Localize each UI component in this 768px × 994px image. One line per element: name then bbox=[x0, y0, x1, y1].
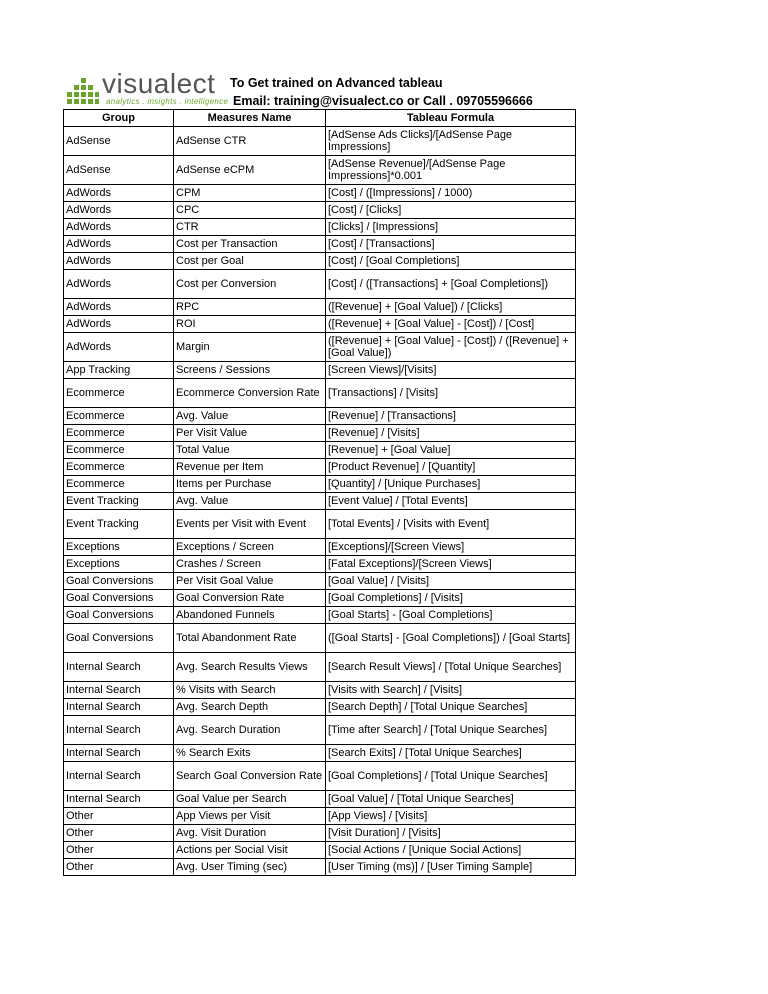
cell-measure: Goal Conversion Rate bbox=[174, 590, 326, 607]
tableau-formula-table bbox=[63, 109, 576, 876]
cell-measure: Total Abandonment Rate bbox=[174, 624, 326, 653]
table-row bbox=[64, 808, 576, 825]
cell-group: AdWords bbox=[64, 316, 174, 333]
cell-group: AdWords bbox=[64, 219, 174, 236]
cell-formula: [Product Revenue] / [Quantity] bbox=[326, 459, 576, 476]
cell-formula: [Clicks] / [Impressions] bbox=[326, 219, 576, 236]
table-row bbox=[64, 842, 576, 859]
cell-formula: [User Timing (ms)] / [User Timing Sample] bbox=[326, 859, 576, 876]
cell-formula: [Goal Value] / [Total Unique Searches] bbox=[326, 791, 576, 808]
cell-formula: [Search Depth] / [Total Unique Searches] bbox=[326, 699, 576, 716]
table-row bbox=[64, 299, 576, 316]
cell-formula: [Goal Starts] - [Goal Completions] bbox=[326, 607, 576, 624]
cell-group: Other bbox=[64, 808, 174, 825]
cell-group: Internal Search bbox=[64, 699, 174, 716]
visualect-logo bbox=[66, 68, 229, 108]
cell-group: Internal Search bbox=[64, 716, 174, 745]
cell-formula: ([Revenue] + [Goal Value] - [Cost]) / ([Revenue] + [Goal Value]) bbox=[326, 333, 576, 362]
cell-group: Internal Search bbox=[64, 791, 174, 808]
cell-measure: Abandoned Funnels bbox=[174, 607, 326, 624]
cell-formula: [Cost] / ([Transactions] + [Goal Completions]) bbox=[326, 270, 576, 299]
header-tableau-formula: Tableau Formula bbox=[326, 110, 576, 127]
table-row bbox=[64, 573, 576, 590]
cell-measure: Margin bbox=[174, 333, 326, 362]
table-row bbox=[64, 825, 576, 842]
cell-group: Exceptions bbox=[64, 539, 174, 556]
table-row bbox=[64, 624, 576, 653]
cell-formula: [Time after Search] / [Total Unique Searches] bbox=[326, 716, 576, 745]
cell-formula: [Event Value] / [Total Events] bbox=[326, 493, 576, 510]
cell-formula: [Visit Duration] / [Visits] bbox=[326, 825, 576, 842]
table-row bbox=[64, 442, 576, 459]
cell-formula: [Transactions] / [Visits] bbox=[326, 379, 576, 408]
cell-group: Ecommerce bbox=[64, 459, 174, 476]
table-row bbox=[64, 745, 576, 762]
heading-line-2: Email: training@visualect.co or Call . 09705596666 bbox=[233, 94, 533, 108]
cell-measure: Events per Visit with Event bbox=[174, 510, 326, 539]
cell-formula: [Goal Value] / [Visits] bbox=[326, 573, 576, 590]
cell-measure: Per Visit Value bbox=[174, 425, 326, 442]
cell-formula: [App Views] / [Visits] bbox=[326, 808, 576, 825]
cell-measure: CTR bbox=[174, 219, 326, 236]
cell-group: Event Tracking bbox=[64, 493, 174, 510]
cell-group: Internal Search bbox=[64, 682, 174, 699]
table-row bbox=[64, 590, 576, 607]
cell-measure: Avg. Search Duration bbox=[174, 716, 326, 745]
table-row bbox=[64, 607, 576, 624]
cell-measure: Crashes / Screen bbox=[174, 556, 326, 573]
cell-group: Ecommerce bbox=[64, 442, 174, 459]
cell-formula: [Total Events] / [Visits with Event] bbox=[326, 510, 576, 539]
cell-measure: ROI bbox=[174, 316, 326, 333]
table-row bbox=[64, 127, 576, 156]
cell-group: AdWords bbox=[64, 185, 174, 202]
table-row bbox=[64, 682, 576, 699]
cell-measure: Cost per Conversion bbox=[174, 270, 326, 299]
table-row bbox=[64, 699, 576, 716]
table-row bbox=[64, 316, 576, 333]
cell-measure: Avg. Value bbox=[174, 408, 326, 425]
cell-measure: Search Goal Conversion Rate bbox=[174, 762, 326, 791]
cell-group: Goal Conversions bbox=[64, 590, 174, 607]
cell-group: Goal Conversions bbox=[64, 607, 174, 624]
cell-measure: RPC bbox=[174, 299, 326, 316]
logo-bars-icon bbox=[66, 72, 100, 106]
cell-formula: [Goal Completions] / [Total Unique Searches] bbox=[326, 762, 576, 791]
table-row bbox=[64, 253, 576, 270]
cell-formula: [Screen Views]/[Visits] bbox=[326, 362, 576, 379]
table-row bbox=[64, 493, 576, 510]
cell-formula: [Search Exits] / [Total Unique Searches] bbox=[326, 745, 576, 762]
table-row bbox=[64, 236, 576, 253]
cell-formula: [Visits with Search] / [Visits] bbox=[326, 682, 576, 699]
cell-formula: ([Revenue] + [Goal Value]) / [Clicks] bbox=[326, 299, 576, 316]
cell-formula: [Revenue] / [Transactions] bbox=[326, 408, 576, 425]
table-row bbox=[64, 270, 576, 299]
cell-measure: % Visits with Search bbox=[174, 682, 326, 699]
cell-formula: [Exceptions]/[Screen Views] bbox=[326, 539, 576, 556]
table-row bbox=[64, 791, 576, 808]
cell-formula: ([Goal Starts] - [Goal Completions]) / [Goal Starts] bbox=[326, 624, 576, 653]
cell-group: App Tracking bbox=[64, 362, 174, 379]
cell-group: Exceptions bbox=[64, 556, 174, 573]
cell-measure: Cost per Transaction bbox=[174, 236, 326, 253]
table-row bbox=[64, 859, 576, 876]
cell-formula: [AdSense Revenue]/[AdSense Page Impressions]*0.001 bbox=[326, 156, 576, 185]
header-group: Group bbox=[64, 110, 174, 127]
cell-formula: [Quantity] / [Unique Purchases] bbox=[326, 476, 576, 493]
cell-group: Ecommerce bbox=[64, 425, 174, 442]
cell-group: Other bbox=[64, 859, 174, 876]
cell-measure: App Views per Visit bbox=[174, 808, 326, 825]
cell-formula: [Goal Completions] / [Visits] bbox=[326, 590, 576, 607]
cell-measure: Avg. User Timing (sec) bbox=[174, 859, 326, 876]
cell-formula: [Cost] / [Transactions] bbox=[326, 236, 576, 253]
cell-formula: [Cost] / [Goal Completions] bbox=[326, 253, 576, 270]
cell-measure: Avg. Search Results Views bbox=[174, 653, 326, 682]
cell-formula: ([Revenue] + [Goal Value] - [Cost]) / [Cost] bbox=[326, 316, 576, 333]
cell-group: AdWords bbox=[64, 253, 174, 270]
cell-measure: Items per Purchase bbox=[174, 476, 326, 493]
cell-measure: Avg. Visit Duration bbox=[174, 825, 326, 842]
table-row bbox=[64, 510, 576, 539]
table-row bbox=[64, 156, 576, 185]
cell-group: Goal Conversions bbox=[64, 624, 174, 653]
table-row bbox=[64, 653, 576, 682]
cell-group: AdWords bbox=[64, 333, 174, 362]
table-header-row bbox=[64, 110, 576, 127]
cell-measure: Goal Value per Search bbox=[174, 791, 326, 808]
cell-formula: [Revenue] / [Visits] bbox=[326, 425, 576, 442]
table-row bbox=[64, 459, 576, 476]
table-row bbox=[64, 185, 576, 202]
cell-formula: [Fatal Exceptions]/[Screen Views] bbox=[326, 556, 576, 573]
cell-formula: [Social Actions / [Unique Social Actions] bbox=[326, 842, 576, 859]
table-row bbox=[64, 476, 576, 493]
cell-measure: Exceptions / Screen bbox=[174, 539, 326, 556]
header-measures-name: Measures Name bbox=[174, 110, 326, 127]
cell-measure: % Search Exits bbox=[174, 745, 326, 762]
cell-group: Ecommerce bbox=[64, 476, 174, 493]
cell-measure: Total Value bbox=[174, 442, 326, 459]
cell-formula: [AdSense Ads Clicks]/[AdSense Page Impressions] bbox=[326, 127, 576, 156]
logo-tagline: analytics . insights . intelligence bbox=[106, 97, 229, 106]
cell-measure: Ecommerce Conversion Rate bbox=[174, 379, 326, 408]
table-body bbox=[64, 127, 576, 876]
cell-group: Other bbox=[64, 842, 174, 859]
cell-group: Internal Search bbox=[64, 745, 174, 762]
cell-group: AdWords bbox=[64, 236, 174, 253]
table-row bbox=[64, 539, 576, 556]
cell-measure: AdSense CTR bbox=[174, 127, 326, 156]
heading-line-1: To Get trained on Advanced tableau bbox=[230, 76, 443, 90]
cell-formula: [Cost] / ([Impressions] / 1000) bbox=[326, 185, 576, 202]
cell-group: AdWords bbox=[64, 270, 174, 299]
cell-measure: Avg. Search Depth bbox=[174, 699, 326, 716]
table-row bbox=[64, 202, 576, 219]
cell-group: Event Tracking bbox=[64, 510, 174, 539]
cell-group: Ecommerce bbox=[64, 408, 174, 425]
cell-measure: Screens / Sessions bbox=[174, 362, 326, 379]
table-row bbox=[64, 333, 576, 362]
table-row bbox=[64, 762, 576, 791]
cell-measure: Revenue per Item bbox=[174, 459, 326, 476]
cell-formula: [Search Result Views] / [Total Unique Searches] bbox=[326, 653, 576, 682]
cell-group: Internal Search bbox=[64, 762, 174, 791]
cell-group: AdWords bbox=[64, 202, 174, 219]
cell-measure: Cost per Goal bbox=[174, 253, 326, 270]
cell-measure: CPM bbox=[174, 185, 326, 202]
table-row bbox=[64, 425, 576, 442]
cell-group: Other bbox=[64, 825, 174, 842]
table-row bbox=[64, 362, 576, 379]
cell-formula: [Cost] / [Clicks] bbox=[326, 202, 576, 219]
training-heading bbox=[230, 74, 533, 110]
table-row bbox=[64, 219, 576, 236]
cell-measure: Avg. Value bbox=[174, 493, 326, 510]
cell-measure: AdSense eCPM bbox=[174, 156, 326, 185]
cell-group: AdWords bbox=[64, 299, 174, 316]
cell-group: Ecommerce bbox=[64, 379, 174, 408]
cell-measure: Per Visit Goal Value bbox=[174, 573, 326, 590]
cell-formula: [Revenue] + [Goal Value] bbox=[326, 442, 576, 459]
table-row bbox=[64, 379, 576, 408]
logo-wordmark: visualect bbox=[102, 68, 216, 99]
cell-group: AdSense bbox=[64, 127, 174, 156]
cell-measure: CPC bbox=[174, 202, 326, 219]
table-row bbox=[64, 716, 576, 745]
cell-group: AdSense bbox=[64, 156, 174, 185]
table-row bbox=[64, 408, 576, 425]
cell-measure: Actions per Social Visit bbox=[174, 842, 326, 859]
cell-group: Internal Search bbox=[64, 653, 174, 682]
cell-group: Goal Conversions bbox=[64, 573, 174, 590]
table-row bbox=[64, 556, 576, 573]
